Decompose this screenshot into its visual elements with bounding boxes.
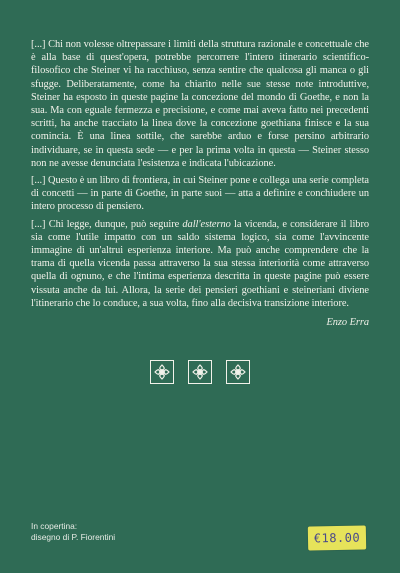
credits-line-2: disegno di P. Fiorentini bbox=[31, 531, 116, 542]
blurb-paragraph-1: [...] Chi non volesse oltrepassare i limiti della struttura razionale e concettuale che è alla base di quest'opera, potrebbe percorrere l'intero itinerario scientifico-filosofico che Steiner vi ha racchiuso, senza sentire che qualcosa gli manca o gli sfugge. Deliberatamente, come ha chiarito nelle sue stesse note introduttive, Steiner ha esposto in queste pagine la concezione del mondo di Goethe, e non la sua. Ma con eguale fermezza e precisione, e come mai aveva fatto nei precedenti scritti, ha anche tracciato la linea dove la concezione goethiana finisce e la sua comincia. È una linea sottile, che sarebbe arduo e forse persino arbitrario individuare, se in questa sede — e per la prima volta in questa — Steiner stesso non ne avesse denunciata l'esistenza e indicata l'ubicazione. bbox=[31, 39, 369, 169]
floral-tile-icon bbox=[188, 360, 212, 384]
blurb-paragraph-3 bbox=[31, 218, 369, 310]
floral-tile-icon bbox=[150, 360, 174, 384]
author-signature: Enzo Erra bbox=[326, 317, 369, 329]
blurb-paragraph-2: [...] Questo è un libro di frontiera, in cui Steiner pone e collega una serie completa di concetti — in parte di Goethe, in parte suoi — atta a definire e conchiudere un intero processo di pensiero. bbox=[31, 175, 369, 213]
blurb-paragraph-3-start: [...] Chi legge, dunque, può seguire bbox=[31, 218, 183, 230]
blurb-text bbox=[31, 38, 369, 329]
blurb-emphasis: dall'esterno bbox=[182, 218, 231, 230]
credits-line-1: In copertina: bbox=[31, 521, 78, 531]
blurb-paragraph-3-end: la vicenda, e considerare il libro sia come l'utile impatto con un saldo sistema logico, sia come l'avvincente immagine di un'altrui esperienza interiore. Ma può anche comprendere che la trama di quella vicenda passa attraverso la sua stessa interiorità come attraverso quella di ognuno, e che l'intima esperienza descritta in queste pagine può essere vissuta anche da lui. Allora, la serie dei pensieri goethiani e steineriani diviene l'itinerario che lo conduce, a sua volta, fino alla decisiva transizione interiore. bbox=[31, 218, 369, 309]
cover-credits bbox=[31, 521, 115, 542]
price-sticker bbox=[308, 525, 366, 550]
price-label: €18.00 bbox=[313, 530, 361, 546]
floral-tile-icon bbox=[226, 360, 250, 384]
ornament-row bbox=[150, 360, 250, 384]
